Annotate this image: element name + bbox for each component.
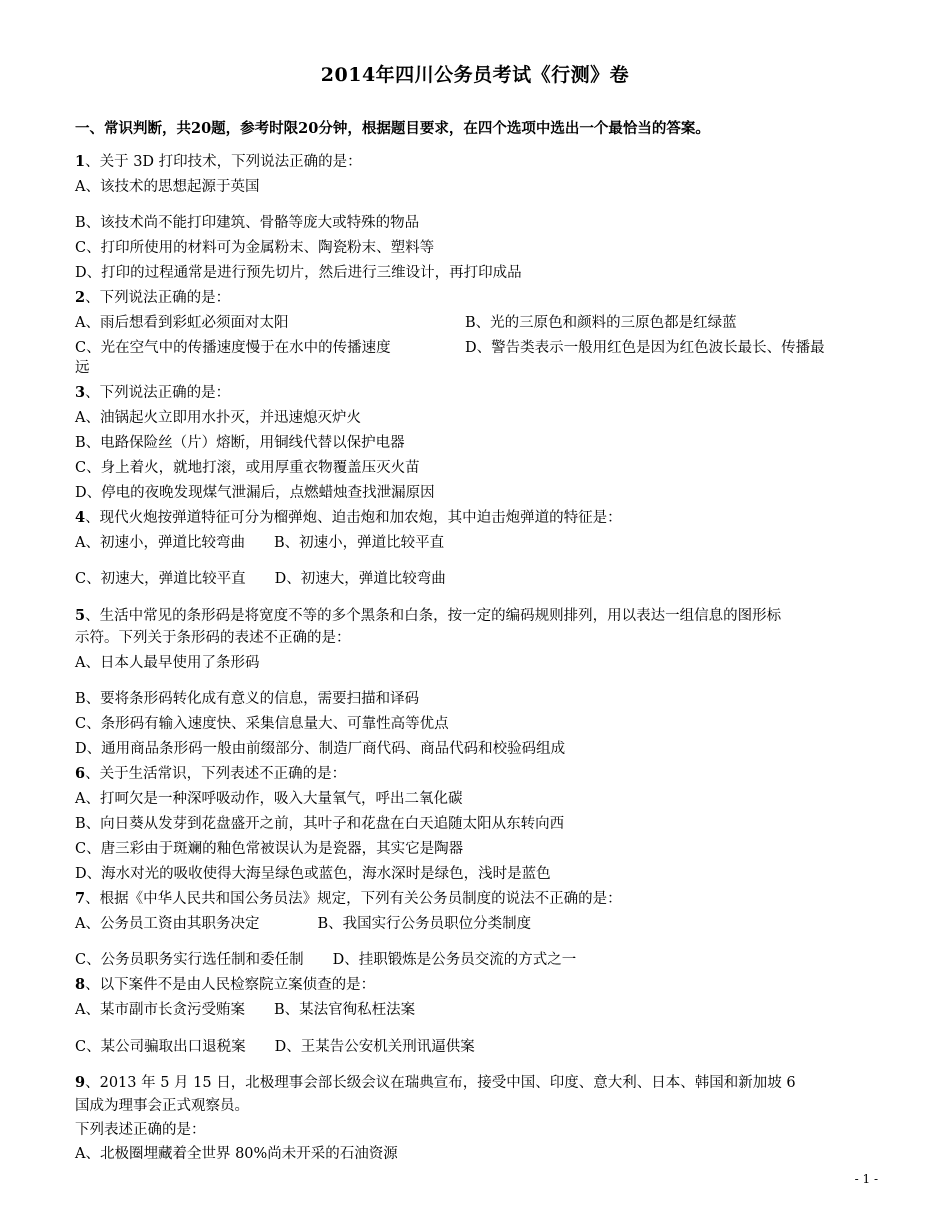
question-6-stem: 6、关于生活常识，下列表述不正确的是：	[75, 765, 347, 782]
question-3-option-b: B、电路保险丝（片）熔断，用铜线代替以保护电器	[75, 435, 405, 451]
question-1-option-b: B、该技术尚不能打印建筑、骨骼等庞大或特殊的物品	[75, 215, 420, 231]
question-7-stem: 7、根据《中华人民共和国公务员法》规定，下列有关公务员制度的说法不正确的是：	[75, 890, 622, 907]
question-6-option-c: C、唐三彩由于斑斓的釉色常被误认为是瓷器，其实它是陶器	[75, 841, 464, 857]
question-3-option-c: C、身上着火，就地打滚，或用厚重衣物覆盖压灭火苗	[75, 460, 420, 476]
question-4-options-ab: A、初速小，弹道比较弯曲 B、初速小，弹道比较平直	[75, 535, 445, 551]
question-1-option-a: A、该技术的思想起源于英国	[75, 179, 260, 195]
question-5-option-b: B、要将条形码转化成有意义的信息，需要扫描和译码	[75, 691, 420, 707]
section-heading: 一、常识判断，共20题，参考时限20分钟，根据题目要求，在四个选项中选出一个最恰当的答案。	[75, 120, 710, 137]
question-9-stem-prompt: 下列表述正确的是：	[75, 1122, 206, 1138]
question-2-option-d: D、警告类表示一般用红色是因为红色波长最长、传播最	[465, 340, 825, 356]
page-number: - 1 -	[854, 1172, 878, 1186]
question-5-stem: 5、生活中常见的条形码是将宽度不等的多个黑条和白条，按一定的编码规则排列，用以表达一组信息的图形标	[75, 607, 782, 624]
question-9-stem: 9、2013 年 5 月 15 日，北极理事会部长级会议在瑞典宣布，接受中国、印度、意大利、日本、韩国和新加坡 6	[75, 1074, 796, 1091]
question-7-options-cd: C、公务员职务实行选任制和委任制 D、挂职锻炼是公务员交流的方式之一	[75, 952, 577, 968]
question-5-option-c: C、条形码有输入速度快、采集信息量大、可靠性高等优点	[75, 716, 449, 732]
question-8-options-cd: C、某公司骗取出口退税案 D、王某告公安机关刑讯逼供案	[75, 1039, 475, 1055]
question-5-stem-continued: 示符。下列关于条形码的表述不正确的是：	[75, 630, 351, 646]
question-2-row-cd	[75, 338, 875, 358]
question-8-stem: 8、以下案件不是由人民检察院立案侦查的是：	[75, 976, 376, 993]
question-3-option-d: D、停电的夜晚发现煤气泄漏后，点燃蜡烛查找泄漏原因	[75, 485, 435, 501]
question-2-stem: 2、下列说法正确的是：	[75, 289, 231, 306]
question-2-option-a: A、雨后想看到彩虹必须面对太阳	[75, 315, 289, 331]
question-4-options-cd: C、初速大，弹道比较平直 D、初速大，弹道比较弯曲	[75, 571, 446, 587]
question-5-option-a: A、日本人最早使用了条形码	[75, 655, 260, 671]
page-title: 2014年四川公务员考试《行测》卷	[320, 64, 630, 86]
question-7-options-ab: A、公务员工资由其职务决定 B、我国实行公务员职位分类制度	[75, 916, 532, 932]
question-1-stem: 1、关于 3D 打印技术，下列说法正确的是：	[75, 153, 362, 170]
question-8-options-ab: A、某市副市长贪污受贿案 B、某法官徇私枉法案	[75, 1002, 416, 1018]
question-1-option-d: D、打印的过程通常是进行预先切片，然后进行三维设计，再打印成品	[75, 265, 522, 281]
question-1-option-c: C、打印所使用的材料可为金属粉末、陶瓷粉末、塑料等	[75, 240, 435, 256]
question-9-option-a: A、北极圈埋藏着全世界 80%尚未开采的石油资源	[75, 1146, 398, 1162]
question-6-option-d: D、海水对光的吸收使得大海呈绿色或蓝色，海水深时是绿色，浅时是蓝色	[75, 866, 551, 882]
question-9-stem-continued: 国成为理事会正式观察员。	[75, 1098, 249, 1114]
question-3-option-a: A、油锅起火立即用水扑灭，并迅速熄灭炉火	[75, 410, 361, 426]
question-2-row-ab	[75, 313, 875, 333]
question-2-option-d-continued: 远	[75, 360, 90, 376]
question-4-stem: 4、现代火炮按弹道特征可分为榴弹炮、迫击炮和加农炮，其中迫击炮弹道的特征是：	[75, 509, 622, 526]
question-3-stem: 3、下列说法正确的是：	[75, 384, 231, 401]
question-2-option-b: B、光的三原色和颜料的三原色都是红绿蓝	[465, 315, 737, 331]
question-6-option-a: A、打呵欠是一种深呼吸动作，吸入大量氧气，呼出二氧化碳	[75, 791, 463, 807]
question-5-option-d: D、通用商品条形码一般由前缀部分、制造厂商代码、商品代码和校验码组成	[75, 741, 566, 757]
question-6-option-b: B、向日葵从发芽到花盘盛开之前，其叶子和花盘在白天追随太阳从东转向西	[75, 816, 565, 832]
question-2-option-c: C、光在空气中的传播速度慢于在水中的传播速度	[75, 340, 391, 356]
